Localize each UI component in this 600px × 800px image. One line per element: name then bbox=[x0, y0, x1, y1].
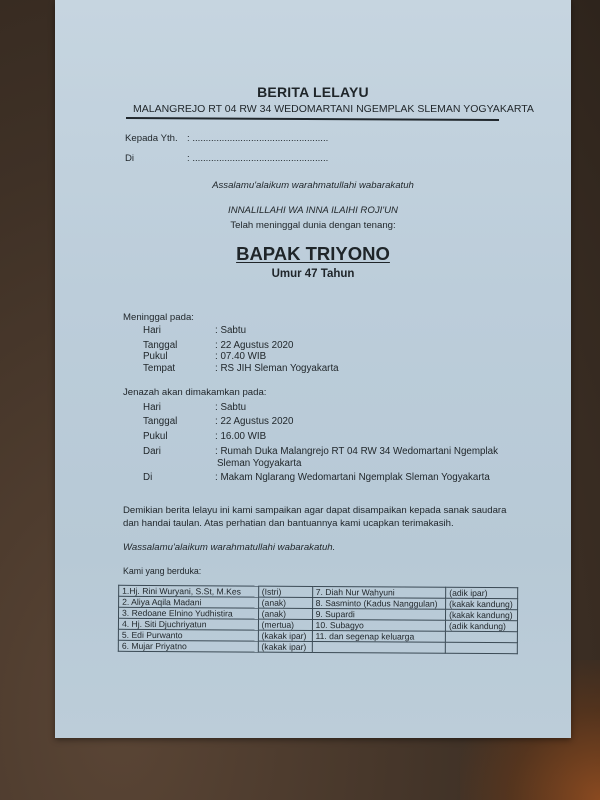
location-value: : ................................................... bbox=[187, 153, 329, 164]
burial-date-value: : 22 Agustus 2020 bbox=[215, 416, 294, 427]
deceased-age: Umur 47 Tahun bbox=[271, 268, 355, 280]
burial-from-value-line2: Sleman Yogyakarta bbox=[217, 458, 302, 469]
mourner-name bbox=[312, 641, 446, 653]
title-underline bbox=[126, 117, 499, 120]
death-time-label: Pukul bbox=[143, 351, 168, 362]
mourner-relation: (adik kandung) bbox=[446, 620, 518, 631]
death-date-label: Tanggal bbox=[143, 340, 178, 351]
mourner-name: 10. Subagyo bbox=[312, 619, 446, 631]
mourner-relation bbox=[445, 631, 517, 642]
closing-line-1: Demikian berita lelayu ini kami sampaikan agar dapat disampaikan kepada sanak saudara bbox=[123, 505, 507, 516]
location-label: Di bbox=[125, 153, 135, 164]
mourner-relation: (anak) bbox=[258, 608, 312, 619]
obituary-paper bbox=[55, 0, 571, 738]
death-heading: Meninggal pada: bbox=[123, 312, 194, 323]
recipient-value: : ................................................... bbox=[187, 133, 329, 144]
mourner-relation: (kakak ipar) bbox=[258, 630, 312, 641]
mourner-name: 4. Hj. Siti Djuchriyatun bbox=[118, 618, 258, 630]
mourners-heading: Kami yang berduka: bbox=[123, 566, 202, 576]
death-day-label: Hari bbox=[143, 325, 161, 336]
burial-place-label: Di bbox=[143, 472, 153, 483]
death-date-value: : 22 Agustus 2020 bbox=[215, 340, 294, 351]
document-title: BERITA LELAYU bbox=[257, 84, 369, 100]
burial-from-label: Dari bbox=[143, 446, 161, 457]
mourner-relation: (kakak kandung) bbox=[446, 598, 518, 609]
mourner-name: 2. Aliya Aqila Madani bbox=[119, 596, 259, 608]
istirja: INNALILLAHI WA INNA ILAIHI ROJI'UN bbox=[228, 205, 398, 216]
mourner-name: 5. Edi Purwanto bbox=[118, 629, 258, 641]
document-address: MALANGREJO RT 04 RW 34 WEDOMARTANI NGEMPLAK SLEMAN YOGYAKARTA bbox=[133, 103, 534, 115]
mourner-relation: (kakak ipar) bbox=[258, 641, 312, 652]
mourner-name: 9. Supardi bbox=[312, 608, 446, 620]
burial-day-label: Hari bbox=[143, 402, 161, 413]
mourner-name: 3. Redoane Elnino Yudhistira bbox=[119, 607, 259, 619]
mourner-relation: (adik ipar) bbox=[446, 587, 518, 598]
burial-day-value: : Sabtu bbox=[215, 402, 247, 413]
mourner-relation: (mertua) bbox=[258, 619, 312, 630]
mourner-name: 1.Hj. Rini Wuryani, S.St, M.Kes bbox=[119, 585, 259, 597]
closing-line-2: dan handai taulan. Atas perhatian dan bantuannya kami ucapkan terimakasih. bbox=[123, 518, 454, 529]
farewell: Wassalamu'alaikum warahmatullahi wabarakatuh. bbox=[123, 542, 336, 553]
death-place-value: : RS JIH Sleman Yogyakarta bbox=[215, 363, 339, 374]
death-place-label: Tempat bbox=[143, 363, 176, 374]
burial-time-label: Pukul bbox=[143, 431, 168, 442]
mourner-name: 8. Sasminto (Kadus Nanggulan) bbox=[312, 597, 446, 609]
burial-heading: Jenazah akan dimakamkan pada: bbox=[123, 387, 267, 398]
burial-from-value: : Rumah Duka Malangrejo RT 04 RW 34 Wedomartani Ngemplak bbox=[215, 446, 498, 457]
mourner-name: 6. Mujar Priyatno bbox=[118, 640, 258, 652]
mourners-table bbox=[118, 585, 518, 654]
burial-place-value: : Makam Nglarang Wedomartani Ngemplak Sleman Yogyakarta bbox=[215, 472, 490, 483]
mourner-relation: (anak) bbox=[258, 597, 312, 608]
mourner-name: 7. Diah Nur Wahyuni bbox=[312, 586, 446, 598]
mourner-name: 11. dan segenap keluarga bbox=[312, 630, 446, 642]
announcement: Telah meninggal dunia dengan tenang: bbox=[230, 220, 396, 231]
mourner-relation bbox=[445, 642, 517, 653]
burial-time-value: : 16.00 WIB bbox=[215, 431, 267, 442]
death-time-value: : 07.40 WIB bbox=[215, 351, 267, 362]
greeting: Assalamu'alaikum warahmatullahi wabarakatuh bbox=[212, 180, 414, 191]
deceased-name: BAPAK TRIYONO bbox=[236, 243, 390, 264]
mourner-relation: (Istri) bbox=[258, 586, 312, 597]
death-day-value: : Sabtu bbox=[215, 325, 247, 336]
recipient-label: Kepada Yth. bbox=[125, 133, 178, 144]
mourner-relation: (kakak kandung) bbox=[446, 609, 518, 620]
burial-date-label: Tanggal bbox=[143, 416, 178, 427]
table-row bbox=[118, 640, 517, 653]
